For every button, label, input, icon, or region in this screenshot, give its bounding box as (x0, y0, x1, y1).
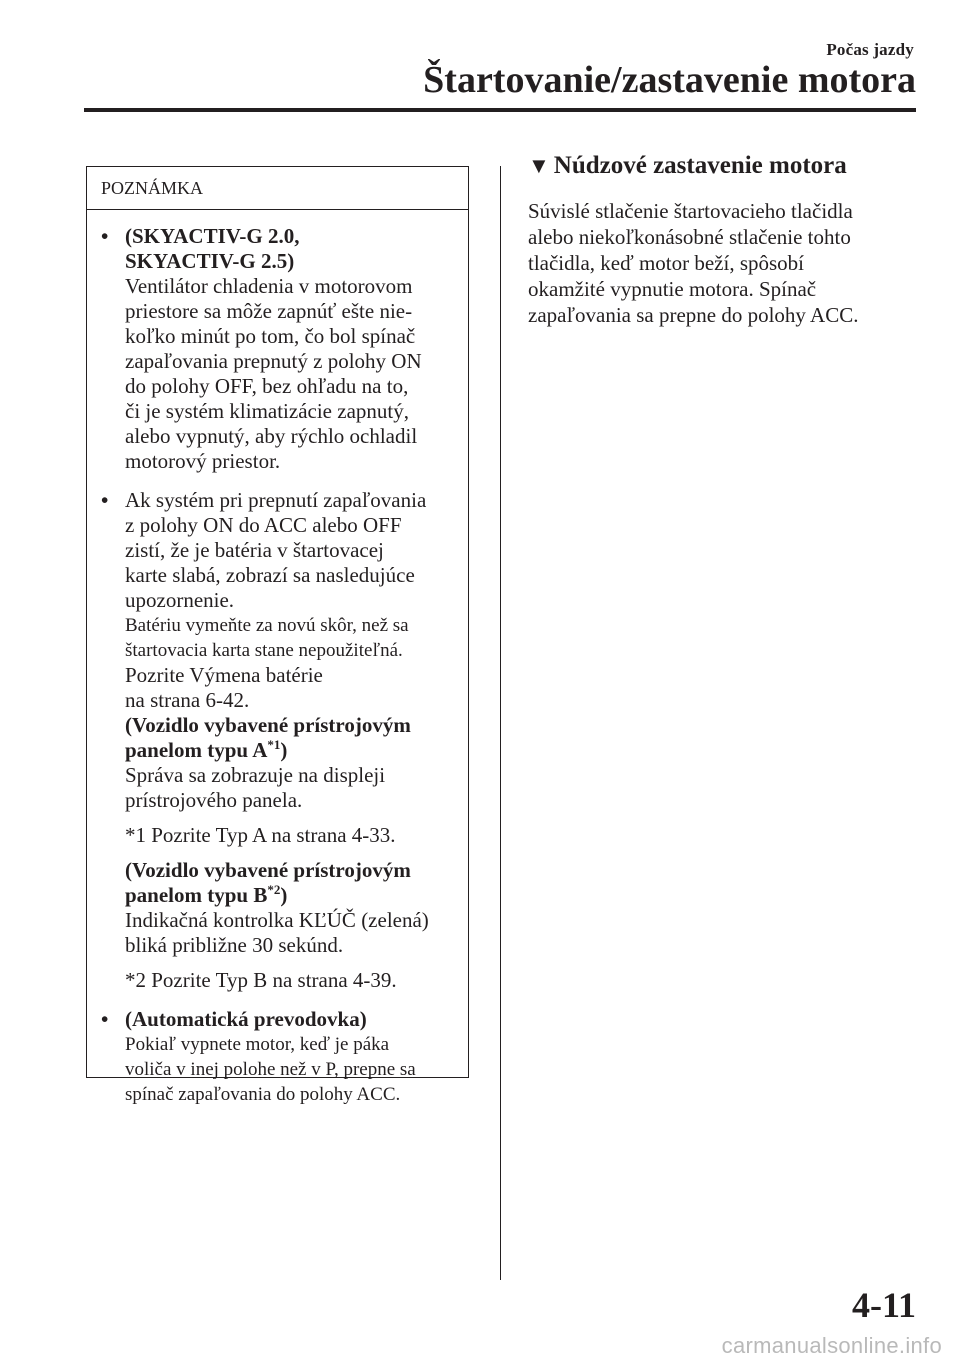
subsection-title-text: Núdzové zastavenie motora (553, 152, 847, 179)
note-item-battery (101, 488, 458, 993)
text-line: Ak systém pri prepnutí zapaľovania (125, 488, 427, 512)
page-number: 4-11 (851, 1285, 916, 1325)
note-item-automatic (101, 1007, 458, 1107)
subsection-title (528, 152, 918, 180)
emergency-stop-section (528, 152, 918, 328)
text-line: voliča v inej polohe než v P, prepne sa (125, 1059, 416, 1080)
note-title: POZNÁMKA (87, 167, 468, 210)
type-b-heading (125, 883, 458, 908)
text-line: Ventilátor chladenia v motorovom (125, 274, 413, 298)
header-rule (84, 108, 916, 112)
text-line: prístrojového panela. (125, 788, 303, 812)
text-line: priestore sa môže zapnúť ešte nie- (125, 299, 413, 323)
section-title: Štartovanie/zastavenie motora (423, 59, 916, 101)
text-line: motorový priestor. (125, 449, 281, 473)
text-line: zistí, že je batéria v štartovacej (125, 538, 384, 562)
footnote: *1 Pozrite Typ A na strana 4-33. (125, 823, 396, 847)
type-a-heading: (Vozidlo vybavené prístrojovým (125, 713, 411, 737)
footnote-marker: *2 (267, 882, 281, 897)
note-box (86, 166, 469, 1105)
type-a-label: panelom typu A (125, 738, 268, 762)
text-line: zapaľovania sa prepne do polohy ACC. (528, 303, 859, 327)
text-line: Súvislé stlačenie štartovacieho tlačidla (528, 199, 853, 223)
type-b-label: panelom typu B (125, 883, 268, 907)
item-heading: SKYACTIV-G 2.5) (125, 249, 295, 273)
triangle-down-icon: ▼ (528, 153, 550, 178)
text-line: alebo vypnutý, aby rýchlo ochladil (125, 424, 418, 448)
bullet-mark: • (101, 1007, 109, 1031)
text-line: alebo niekoľkonásobné stlačenie tohto (528, 225, 851, 249)
chapter-label: Počas jazdy (826, 40, 914, 59)
closing-paren: ) (280, 738, 288, 762)
text-line: tlačidla, keď motor beží, spôsobí (528, 251, 805, 275)
bullet-mark: • (101, 488, 109, 512)
text-line: karte slabá, zobrazí sa nasledujúce (125, 563, 415, 587)
text-line: okamžité vypnutie motora. Spínač (528, 277, 817, 301)
bullet-mark: • (101, 224, 109, 248)
closing-paren: ) (280, 883, 288, 907)
footnote-marker: *1 (267, 737, 281, 752)
footnote: *2 Pozrite Typ B na strana 4-39. (125, 968, 397, 992)
reference-text: Pozrite Výmena batérie (125, 663, 323, 687)
text-line: Pokiaľ vypnete motor, keď je páka (125, 1034, 390, 1055)
warning-message: štartovacia karta stane nepoužiteľná. (125, 640, 403, 661)
text-line: upozornenie. (125, 588, 235, 612)
text-line: do polohy OFF, bez ohľadu na to, (125, 374, 409, 398)
watermark: carmanualsonline.info (721, 1333, 942, 1358)
item-heading: (Automatická prevodovka) (125, 1007, 367, 1031)
text-line: či je systém klimatizácie zapnutý, (125, 399, 409, 423)
text-line: z polohy ON do ACC alebo OFF (125, 513, 402, 537)
text-line: bliká približne 30 sekúnd. (125, 933, 344, 957)
text-line: Indikačná kontrolka KĽÚČ (zelená) (125, 908, 429, 932)
text-line: zapaľovania prepnutý z polohy ON (125, 349, 422, 373)
type-a-heading (125, 738, 458, 763)
type-b-heading: (Vozidlo vybavené prístrojovým (125, 858, 411, 882)
text-line: spínač zapaľovania do polohy ACC. (125, 1084, 401, 1105)
item-heading: (SKYACTIV-G 2.0, (125, 224, 300, 248)
note-item-skyactiv (101, 224, 458, 474)
note-body (87, 210, 468, 1107)
text-line: koľko minút po tom, čo bol spínač (125, 324, 416, 348)
warning-message: Batériu vymeňte za novú skôr, než sa (125, 615, 409, 636)
reference-text: na strana 6-42. (125, 688, 250, 712)
text-line: Správa sa zobrazuje na displeji (125, 763, 386, 787)
column-divider (500, 166, 501, 1280)
